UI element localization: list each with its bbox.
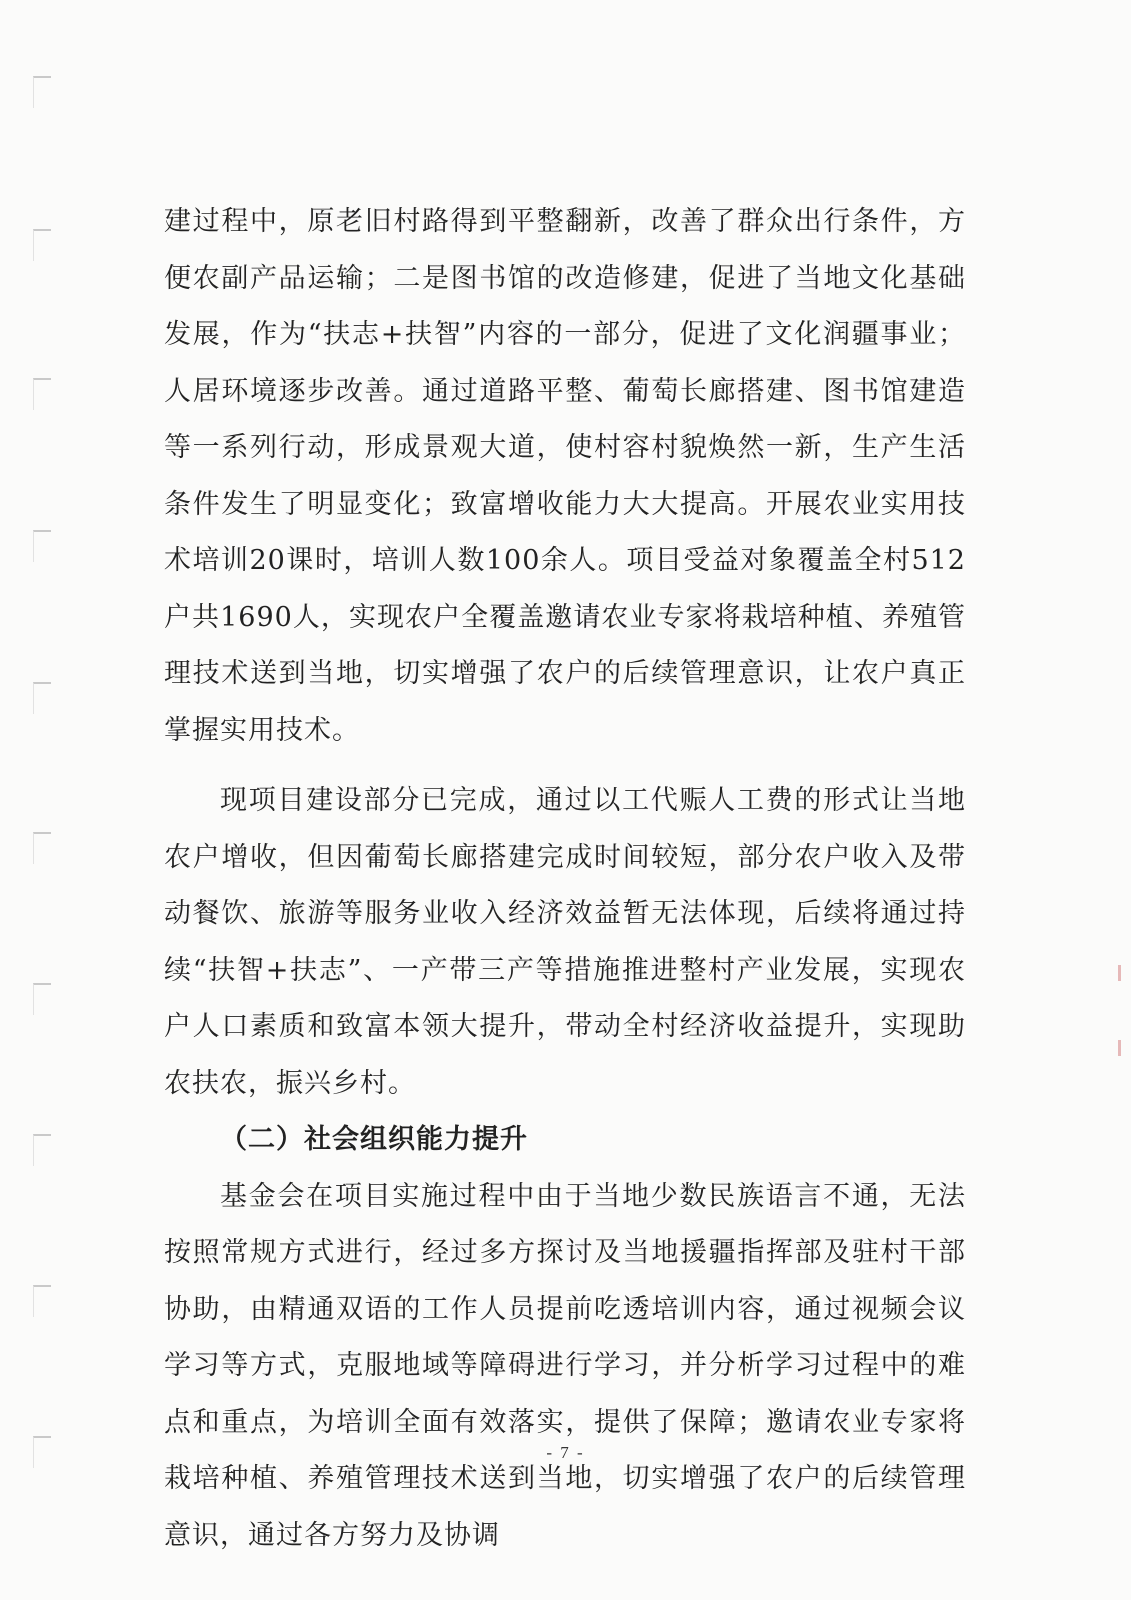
binding-hole-mark <box>33 378 51 410</box>
binding-hole-mark <box>33 832 51 864</box>
binding-hole-mark <box>33 530 51 562</box>
document-body <box>164 194 966 1564</box>
paragraph-project-results: 建过程中，原老旧村路得到平整翻新，改善了群众出行条件，方便农副产品运输；二是图书馆的改造修建，促进了当地文化基础发展，作为“扶志+扶智”内容的一部分，促进了文化润疆事业；人居环境逐步改善。通过道路平整、葡萄长廊搭建、图书馆建造等一系列行动，形成景观大道，使村容村貌焕然一新，生产生活条件发生了明显变化；致富增收能力大大提高。开展农业实用技术培训20课时，培训人数100余人。项目受益对象覆盖全村512户共1690人，实现农户全覆盖邀请农业专家将栽培种植、养殖管理技术送到当地，切实增强了农户的后续管理意识，让农户真正掌握实用技术。 <box>164 206 966 746</box>
binding-hole-mark <box>33 1285 51 1317</box>
binding-hole-mark <box>33 983 51 1015</box>
page-number: - 7 - <box>546 1443 585 1462</box>
binding-hole-mark <box>33 1134 51 1166</box>
section-heading: （二）社会组织能力提升 <box>220 1124 528 1155</box>
binding-margin <box>0 0 70 1600</box>
paragraph-project-status: 现项目建设部分已完成，通过以工代赈人工费的形式让当地农户增收，但因葡萄长廊搭建完成时间较短，部分农户收入及带动餐饮、旅游等服务业收入经济效益暂无法体现，后续将通过持续“扶智+扶志”、一产带三产等措施推进整村产业发展，实现农户人口素质和致富本领大提升，带动全村经济收益提升，实现助农扶农，振兴乡村。 <box>164 785 966 1099</box>
edge-stain-mark <box>1118 1040 1121 1056</box>
binding-hole-mark <box>33 76 51 108</box>
binding-hole-mark <box>33 229 51 261</box>
binding-hole-mark <box>33 682 51 714</box>
edge-stain-mark <box>1118 965 1121 981</box>
paragraph-organization-capacity: 基金会在项目实施过程中由于当地少数民族语言不通，无法按照常规方式进行，经过多方探讨及当地援疆指挥部及驻村干部协助，由精通双语的工作人员提前吃透培训内容，通过视频会议学习等方式，克服地域等障碍进行学习，并分析学习过程中的难点和重点，为培训全面有效落实，提供了保障；邀请农业专家将栽培种植、养殖管理技术送到当地，切实增强了农户的后续管理意识，通过各方努力及协调 <box>164 1180 966 1551</box>
